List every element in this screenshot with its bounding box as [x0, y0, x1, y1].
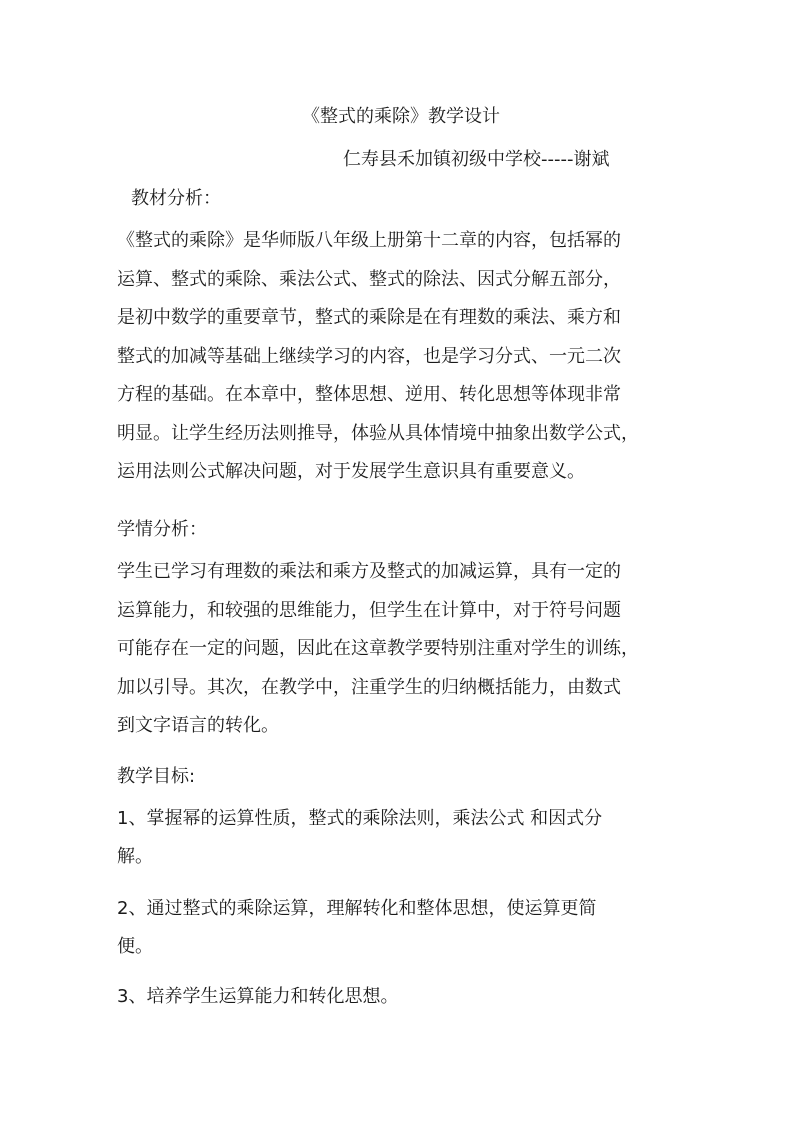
paragraph-line: 《整式的乘除》是华师版八年级上册第十二章的内容，包括幂的: [117, 230, 621, 251]
paragraph-line: 运算能力，和较强的思维能力，但学生在计算中，对于符号问题: [117, 599, 621, 621]
analysis-paragraph: [117, 228, 687, 498]
goal-item-3: [117, 984, 398, 1010]
paragraph-line: 是初中数学的重要章节，整式的乘除是在有理数的乘法、乘方和: [117, 307, 621, 328]
paragraph-line: 方程的基础。在本章中，整体思想、逆用、转化思想等体现非常: [117, 384, 621, 405]
paragraph-line: 加以引导。其次，在教学中，注重学生的归纳概括能力，由数式: [117, 676, 621, 698]
goal-item-2: [117, 896, 596, 960]
paragraph-line: 学生已学习有理数的乘法和乘方及整式的加减运算，具有一定的: [117, 561, 621, 582]
document-title: 《整式的乘除》教学设计: [302, 106, 500, 127]
goal-item-1: [117, 806, 602, 870]
author-byline: 仁寿县禾加镇初级中学校-----谢斌: [343, 149, 610, 170]
paragraph-line: 整式的加减等基础上继续学习的内容，也是学习分式、一元二次: [117, 345, 621, 367]
paragraph-line: 运用法则公式解决问题，对于发展学生意识具有重要意义。: [117, 461, 585, 482]
paragraph-line: 可能存在一定的问题，因此在这章教学要特别注重对学生的训练，: [117, 638, 639, 659]
goal-line: 3、培养学生运算能力和转化思想。: [117, 986, 399, 1007]
goal-line: 1、掌握幂的运算性质，整式的乘除法则，乘法公式 和因式分: [117, 808, 603, 829]
paragraph-line: 到文字语言的转化。: [117, 715, 279, 736]
goal-line: 解。: [117, 846, 153, 867]
students-paragraph: [117, 559, 687, 752]
section-heading-analysis: 教材分析：: [131, 188, 221, 209]
goal-line: 便。: [117, 936, 153, 957]
section-heading-students: 学情分析：: [117, 519, 207, 540]
paragraph-line: 运算、整式的乘除、乘法公式、整式的除法、因式分解五部分，: [117, 268, 621, 290]
paragraph-line: 明显。让学生经历法则推导，体验从具体情境中抽象出数学公式，: [117, 422, 639, 444]
goal-line: 2、通过整式的乘除运算，理解转化和整体思想，使运算更简: [117, 898, 597, 919]
section-heading-goals: 教学目标:: [117, 766, 196, 787]
